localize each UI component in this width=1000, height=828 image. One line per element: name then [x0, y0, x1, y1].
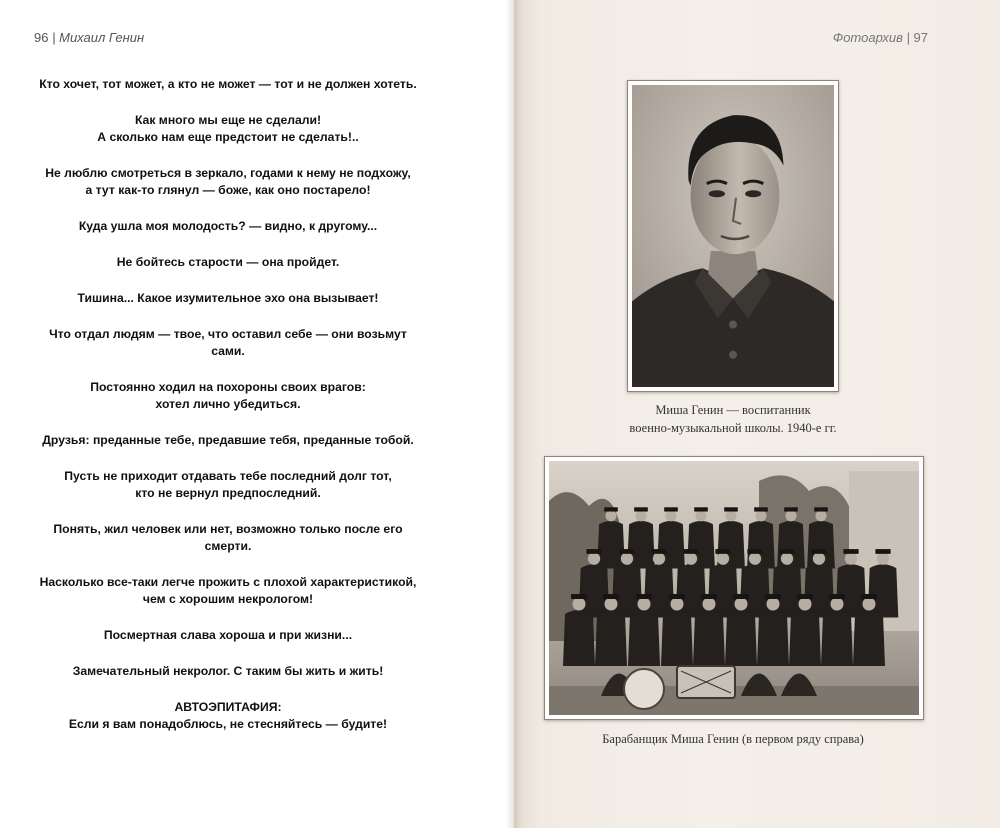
band-member-body [725, 610, 757, 666]
band-member-cap [814, 507, 828, 511]
band-group-photo-image [549, 461, 919, 715]
band-member-cap [636, 594, 652, 599]
aphorism-line: Замечательный некролог. С таким бы жить и жить! [72, 664, 384, 678]
band-member-cap [619, 549, 634, 554]
band-member-body [563, 610, 595, 666]
band-member-body [612, 564, 643, 617]
band-member-face [831, 598, 844, 611]
band-member-cap [651, 549, 666, 554]
aphorism-line: Что отдал людям — твое, что оставил себе — они возьмут сами. [49, 327, 407, 358]
aphorism-line: чем с хорошим некрологом! [142, 592, 314, 606]
band-member-face [717, 552, 729, 564]
portrait-caption-line: Миша Генин — воспитанник [655, 403, 811, 417]
band-member-cap [664, 507, 678, 511]
left-page-number: 96 [34, 30, 49, 45]
band-member-face [845, 552, 857, 564]
band-member-face [863, 598, 876, 611]
aphorism-line: Не люблю смотреться в зеркало, годами к нему не подхожу, [45, 166, 411, 180]
group-photo-caption: Барабанщик Миша Генин (в первом ряду справа) [602, 732, 864, 746]
band-member-cap [784, 507, 798, 511]
band-member-cap [571, 594, 587, 599]
right-running-head [833, 30, 928, 45]
aphorism-line: Понять, жил человек или нет, возможно только после его смерти. [53, 522, 403, 553]
band-member-cap [586, 549, 601, 554]
band-member-cap [715, 549, 730, 554]
aphorism [32, 165, 424, 199]
band-member-cap [724, 507, 738, 511]
aphorism-line: Посмертная слава хороша и при жизни... [103, 628, 353, 642]
band-member-face [767, 598, 780, 611]
aphorism [32, 468, 424, 502]
band-member-face [877, 552, 889, 564]
right-head-separator: | [906, 30, 910, 45]
right-page-number: 97 [913, 30, 928, 45]
band-member-cap [683, 549, 698, 554]
aphorism-line: Как много мы еще не сделали! [134, 113, 322, 127]
aphorism [32, 521, 424, 555]
aphorism-line: Постоянно ходил на похороны своих врагов: [90, 380, 366, 394]
aphorism [32, 379, 424, 413]
band-member-face [781, 552, 793, 564]
aphorism-line: Кто хочет, тот может, а кто не может — тот и не должен хотеть. [39, 77, 417, 91]
band-member-face [785, 510, 796, 521]
band-member-face [815, 510, 826, 521]
book-gutter-shadow [506, 0, 522, 828]
band-member-face [588, 552, 600, 564]
aphorism-line: А сколько нам еще предстоит не сделать!.. [97, 130, 359, 144]
band-member-body [821, 610, 853, 666]
band-member-face [813, 552, 825, 564]
band-member-face [755, 510, 766, 521]
band-member-cap [779, 549, 794, 554]
band-member-cap [669, 594, 685, 599]
aphorism [32, 218, 424, 235]
aphorism-line: а тут как-то глянул — боже, как оно постарело! [85, 183, 371, 197]
left-running-head [34, 30, 144, 45]
band-member-cap [603, 594, 619, 599]
band-member-face [749, 552, 761, 564]
band-member-body [789, 610, 821, 666]
aphorism-line: Друзья: преданные тебе, предавшие тебя, преданные тобой. [42, 433, 414, 447]
band-member-face [799, 598, 812, 611]
aphorism [32, 76, 424, 93]
band-member-cap [829, 594, 845, 599]
band-member-cap [733, 594, 749, 599]
band-member-face [735, 598, 748, 611]
band-member-cap [701, 594, 717, 599]
band-member-face [605, 598, 618, 611]
aphorism-line: Пусть не приходит отдавать тебе последний долг тот, [64, 469, 392, 483]
band-member-face [695, 510, 706, 521]
aphorism [32, 663, 424, 680]
band-member-body [579, 564, 610, 617]
aphorism [32, 290, 424, 307]
portrait-caption-line: военно-музыкальной школы. 1940-е гг. [629, 421, 837, 435]
band-member-face [665, 510, 676, 521]
band-member-face [621, 552, 633, 564]
band-member-cap [765, 594, 781, 599]
band-member-body [597, 521, 625, 569]
aphorism-line: хотел лично убедиться. [155, 397, 301, 411]
band-member-cap [811, 549, 826, 554]
aphorism-line: Тишина... Какое изумительное эхо она вызывает! [77, 291, 379, 305]
band-member-face [573, 598, 586, 611]
band-member-body [628, 610, 660, 666]
right-running-head-section: Фотоархив [832, 30, 903, 45]
band-member-body [693, 610, 725, 666]
band-member-body [853, 610, 885, 666]
band-member-face [635, 510, 646, 521]
left-running-head-author: Михаил Генин [59, 30, 145, 45]
band-member-face [653, 552, 665, 564]
band-member-body [661, 610, 693, 666]
portrait-photo [627, 80, 839, 392]
band-member-cap [754, 507, 768, 511]
portrait-photo-image [632, 85, 834, 387]
band-member-cap [875, 549, 890, 554]
autoepitaph [32, 699, 424, 733]
band-member-cap [694, 507, 708, 511]
band-group-illustration [549, 461, 919, 715]
band-member-face [671, 598, 684, 611]
band-group-photo [544, 456, 924, 720]
aphorism-line: АВТОЭПИТАФИЯ: [174, 700, 282, 714]
band-member-cap [634, 507, 648, 511]
aphorism-line: Насколько все-таки легче прожить с плохой характеристикой, [39, 575, 417, 589]
band-member-face [725, 510, 736, 521]
aphorism [32, 627, 424, 644]
portrait-caption [590, 401, 876, 437]
left-head-separator: | [52, 30, 56, 45]
band-member-body [644, 564, 675, 617]
aphorism-line: Если я вам понадоблюсь, не стесняйтесь — будите! [68, 717, 388, 731]
band-member-cap [747, 549, 762, 554]
band-member-cap [604, 507, 618, 511]
aphorism-list [32, 76, 424, 752]
aphorism [32, 112, 424, 146]
band-member-face [703, 598, 716, 611]
aphorism-line: Не бойтесь старости — она пройдет. [116, 255, 340, 269]
aphorism [32, 326, 424, 360]
band-member-body [757, 610, 789, 666]
aphorism [32, 574, 424, 608]
band-member-cap [797, 594, 813, 599]
aphorism [32, 254, 424, 271]
band-member-face [685, 552, 697, 564]
band-member-face [638, 598, 651, 611]
aphorism-line: кто не вернул предпоследний. [135, 486, 321, 500]
band-member-cap [843, 549, 858, 554]
band-member-face [605, 510, 616, 521]
aphorism [32, 432, 424, 449]
band-member-cap [861, 594, 877, 599]
portrait-illustration [632, 85, 834, 387]
band-member-body [595, 610, 627, 666]
aphorism-line: Куда ушла моя молодость? — видно, к другому... [78, 219, 378, 233]
